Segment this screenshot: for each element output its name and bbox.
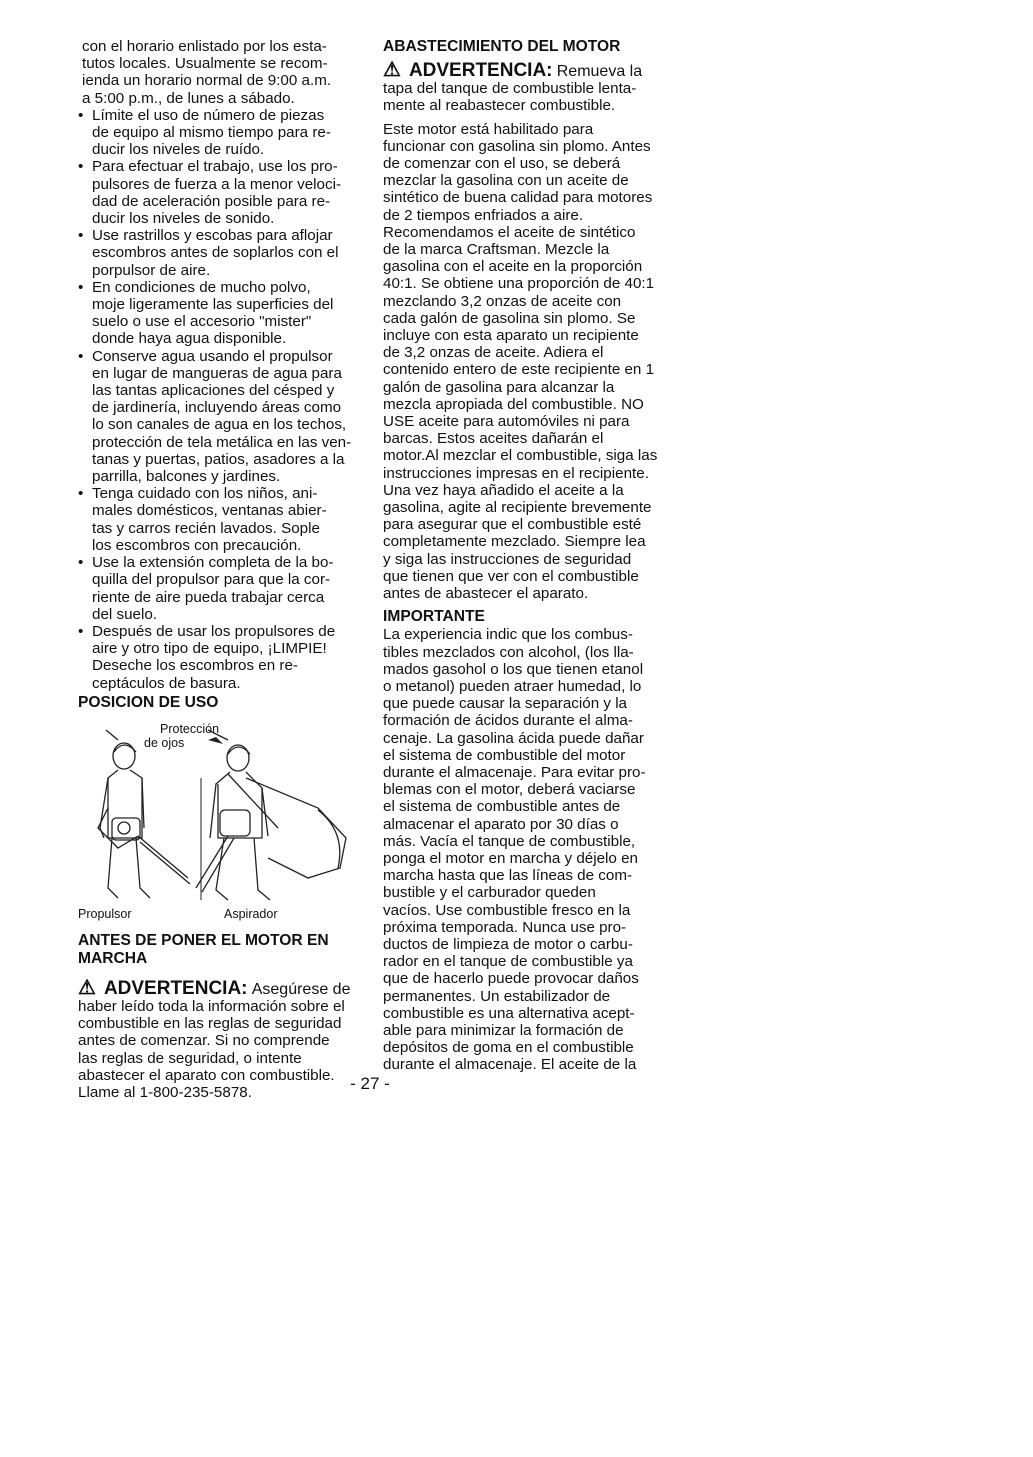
text-line: Use rastrillos y escobas para aflojar <box>92 227 333 245</box>
text-line: Recomendamos el aceite de sintético <box>383 223 636 241</box>
bullet-icon: • <box>78 622 84 640</box>
text-line: de 2 tiempos enfriados a aire. <box>383 206 584 224</box>
text-line: que puede causar la separación y la <box>383 695 628 713</box>
text-line: vacíos. Use combustible fresco en la <box>383 901 631 919</box>
bullet-icon: • <box>78 227 84 245</box>
text-line: blemas con el motor, deberá vaciarse <box>383 781 636 799</box>
text-line: antes de comenzar. Si no comprende <box>78 1032 330 1050</box>
text-line: tanas y puertas, patios, asadores a la <box>92 450 345 468</box>
list-item <box>78 348 353 486</box>
text-line: mezclando 3,2 onzas de aceite con <box>383 292 622 310</box>
tips-list <box>78 107 353 692</box>
bullet-icon: • <box>78 106 84 124</box>
operating-position-figure <box>78 718 353 921</box>
list-item <box>78 623 353 692</box>
text-line: ducir los niveles de sonido. <box>92 210 275 228</box>
list-item <box>78 158 353 227</box>
text-line: Tenga cuidado con los niños, ani- <box>92 485 318 503</box>
text-line: tibles mezclados con alcohol, (los lla- <box>383 643 634 661</box>
text-line: con el horario enlistado por los esta- <box>82 38 327 55</box>
text-line: tapa del tanque de combustible lenta- <box>383 80 637 98</box>
antes-heading: ANTES DE PONER EL MOTOR EN MARCHA <box>78 931 329 967</box>
text-line: suelo o use el accesorio "mister" <box>92 313 312 331</box>
text-line: en lugar de mangueras de agua para <box>92 364 342 382</box>
text-line: ductos de limpieza de motor o carbu- <box>383 935 633 953</box>
text-line: ceptáculos de basura. <box>92 674 241 692</box>
text-line: o metanol) pueden atraer humedad, lo <box>383 677 642 695</box>
blower-caption: Propulsor <box>78 906 132 921</box>
text-line: tas y carros recién lavados. Sople <box>92 519 320 537</box>
text-line: para asegurar que el combustible esté <box>383 516 642 534</box>
text-line: USE aceite para automóviles ni para <box>383 413 630 431</box>
text-line: almacenar el aparato por 30 días o <box>383 815 619 833</box>
text-line: Conserve agua usando el propulsor <box>92 347 333 365</box>
text-line: Este motor está habilitado para <box>383 120 594 138</box>
text-line: En condiciones de mucho polvo, <box>92 278 311 296</box>
text-line: el sistema de combustible del motor <box>383 746 626 764</box>
text-line: depósitos de goma en el combustible <box>383 1039 634 1057</box>
text-line: funcionar con gasolina sin plomo. Antes <box>383 137 651 155</box>
text-line: parrilla, balcones y jardines. <box>92 468 281 486</box>
list-item <box>78 554 353 623</box>
text-line: Límite el uso de número de piezas <box>92 106 325 124</box>
text-line: que tienen que ver con el combustible <box>383 567 639 585</box>
warning-read-rules: ⚠ ADVERTENCIA: Asegúrese de haber leído toda la información sobre el combustible en las reglas de seguridad antes de comenzar. Si no comprende las reglas de seguridad, o intente abastecer el aparato con combustible. Llame al 1-800-235-5878. <box>78 980 353 1101</box>
text-line: del suelo. <box>92 605 158 623</box>
text-line: moje ligeramente las superficies del <box>92 296 334 314</box>
text-line: riente de aire pueda trabajar cerca <box>92 588 325 606</box>
text-line: a 5:00 p.m., de lunes a sábado. <box>82 89 295 107</box>
posicion-heading: POSICION DE USO <box>78 693 219 711</box>
text-line: Llame al 1-800-235-5878. <box>78 1083 252 1101</box>
importante-heading: IMPORTANTE <box>383 608 485 626</box>
right-column <box>383 38 673 1074</box>
list-item <box>78 485 353 554</box>
bullet-icon: • <box>78 347 84 365</box>
text-line: males domésticos, ventanas abier- <box>92 502 327 520</box>
text-line: galón de gasolina para alcanzar la <box>383 378 615 396</box>
text-line: incluye con esta aparato un recipiente <box>383 327 639 345</box>
warning-remove-cap: ⚠ ADVERTENCIA: Remueva la tapa del tanque de combustible lenta- mente al reabastecer combustible. <box>383 62 673 115</box>
text-line: mente al reabastecer combustible. <box>383 97 616 115</box>
text-line: las tantas aplicaciones del césped y <box>92 382 335 400</box>
bullet-icon: • <box>78 278 84 296</box>
text-line: antes de abastecer el aparato. <box>383 585 589 603</box>
text-line: quilla del propulsor para que la cor- <box>92 571 331 589</box>
warning-icon: ⚠ <box>383 59 401 81</box>
text-line: mezcla apropiada del combustible. NO <box>383 395 644 413</box>
text-line: permanentes. Un estabilizador de <box>383 987 611 1005</box>
text-line: durante el almacenaje. Para evitar pro- <box>383 763 646 781</box>
warning-icon: ⚠ <box>78 976 96 999</box>
text-line: La experiencia indic que los combus- <box>383 626 633 644</box>
left-column <box>78 38 353 1101</box>
text-line: combustible en las reglas de seguridad <box>78 1015 342 1033</box>
text-line: dad de aceleración posible para re- <box>92 192 331 210</box>
bullet-icon: • <box>78 158 84 176</box>
text-line: motor.Al mezclar el combustible, siga las <box>383 447 658 465</box>
list-item <box>78 279 353 348</box>
vacuum-caption: Aspirador <box>224 906 278 921</box>
text-line: y siga las instrucciones de seguridad <box>383 550 632 568</box>
text-line: pulsores de fuerza a la menor veloci- <box>92 175 342 193</box>
text-line: completamente mezclado. Siempre lea <box>383 533 646 551</box>
list-item <box>78 107 353 159</box>
text-line: tutos locales. Usualmente se recom- <box>82 55 328 73</box>
text-line: abastecer el aparato con combustible. <box>78 1066 335 1084</box>
text-line: Después de usar los propulsores de <box>92 622 336 640</box>
text-line: formación de ácidos durante el alma- <box>383 712 633 730</box>
text-line: donde haya agua disponible. <box>92 330 287 348</box>
text-line: que de hacerlo puede provocar daños <box>383 970 639 988</box>
text-line: instrucciones impresas en el recipiente. <box>383 464 649 482</box>
text-line: durante el almacenaje. El aceite de la <box>383 1056 637 1074</box>
fuel-mixing-paragraph <box>383 121 673 603</box>
bullet-icon: • <box>78 554 84 572</box>
text-line: bustible y el carburador queden <box>383 884 596 902</box>
page-number: - 27 - <box>350 1074 390 1093</box>
text-line: de 3,2 onzas de aceite. Adiera el <box>383 344 604 362</box>
text-line: aire y otro tipo de equipo, ¡LIMPIE! <box>92 640 327 658</box>
text-line: el sistema de combustible antes de <box>383 798 621 816</box>
text-line: lo son canales de agua en los techos, <box>92 416 347 434</box>
text-line: de jardinería, incluyendo áreas como <box>92 399 342 417</box>
text-line: Una vez haya añadido el aceite a la <box>383 481 624 499</box>
text-line: las reglas de seguridad, o intente <box>78 1049 302 1067</box>
text-line: 40:1. Se obtiene una proporción de 40:1 <box>383 275 655 293</box>
text-line: Use la extensión completa de la bo- <box>92 554 334 572</box>
text-line: rador en el tanque de combustible ya <box>383 953 633 971</box>
text-line: gasolina, agite al recipiente brevemente <box>383 499 652 517</box>
text-line: los escombros con precaución. <box>92 536 302 554</box>
list-item <box>78 227 353 279</box>
text-line: mados gasohol o los que tienen etanol <box>383 660 644 678</box>
text-line: cada galón de gasolina sin plomo. Se <box>383 309 636 327</box>
text-line: mezclar la gasolina con un aceite de <box>383 172 629 190</box>
text-line: escombros antes de soplarlos con el <box>92 244 339 262</box>
text-line: ducir los niveles de ruído. <box>92 141 265 159</box>
text-line: barcas. Estos aceites dañarán el <box>383 430 604 448</box>
text-line: ponga el motor en marcha y déjelo en <box>383 849 638 867</box>
text-line: haber leído toda la información sobre el <box>78 997 345 1015</box>
text-line: gasolina con el aceite en la proporción <box>383 258 643 276</box>
text-line: able para minimizar la formación de <box>383 1021 624 1039</box>
text-line: Deseche los escombros en re- <box>92 657 298 675</box>
text-line: porpulsor de aire. <box>92 261 211 279</box>
bullet-icon: • <box>78 485 84 503</box>
intro-paragraph <box>78 38 353 107</box>
abastecimiento-heading: ABASTECIMIENTO DEL MOTOR <box>383 38 621 55</box>
text-line: próxima temporada. Nunca use pro- <box>383 918 627 936</box>
importante-paragraph <box>383 626 673 1073</box>
text-line: protección de tela metálica en las ven- <box>92 433 352 451</box>
text-line: de equipo al mismo tiempo para re- <box>92 124 331 142</box>
text-line: Para efectuar el trabajo, use los pro- <box>92 158 338 176</box>
text-line: ienda un horario normal de 9:00 a.m. <box>82 72 332 90</box>
eye-protection-annotation: Protección de ojos <box>144 721 220 750</box>
text-line: sintético de buena calidad para motores <box>383 189 653 207</box>
text-line: de la marca Craftsman. Mezcle la <box>383 241 610 259</box>
text-line: más. Vacía el tanque de combustible, <box>383 832 636 850</box>
text-line: combustible es una alternativa acept- <box>383 1004 635 1022</box>
text-line: de comenzar con el uso, se deberá <box>383 155 621 173</box>
text-line: marcha hasta que las líneas de com- <box>383 867 633 885</box>
text-line: contenido entero de este recipiente en 1 <box>383 361 655 379</box>
text-line: cenaje. La gasolina ácida puede dañar <box>383 729 644 747</box>
